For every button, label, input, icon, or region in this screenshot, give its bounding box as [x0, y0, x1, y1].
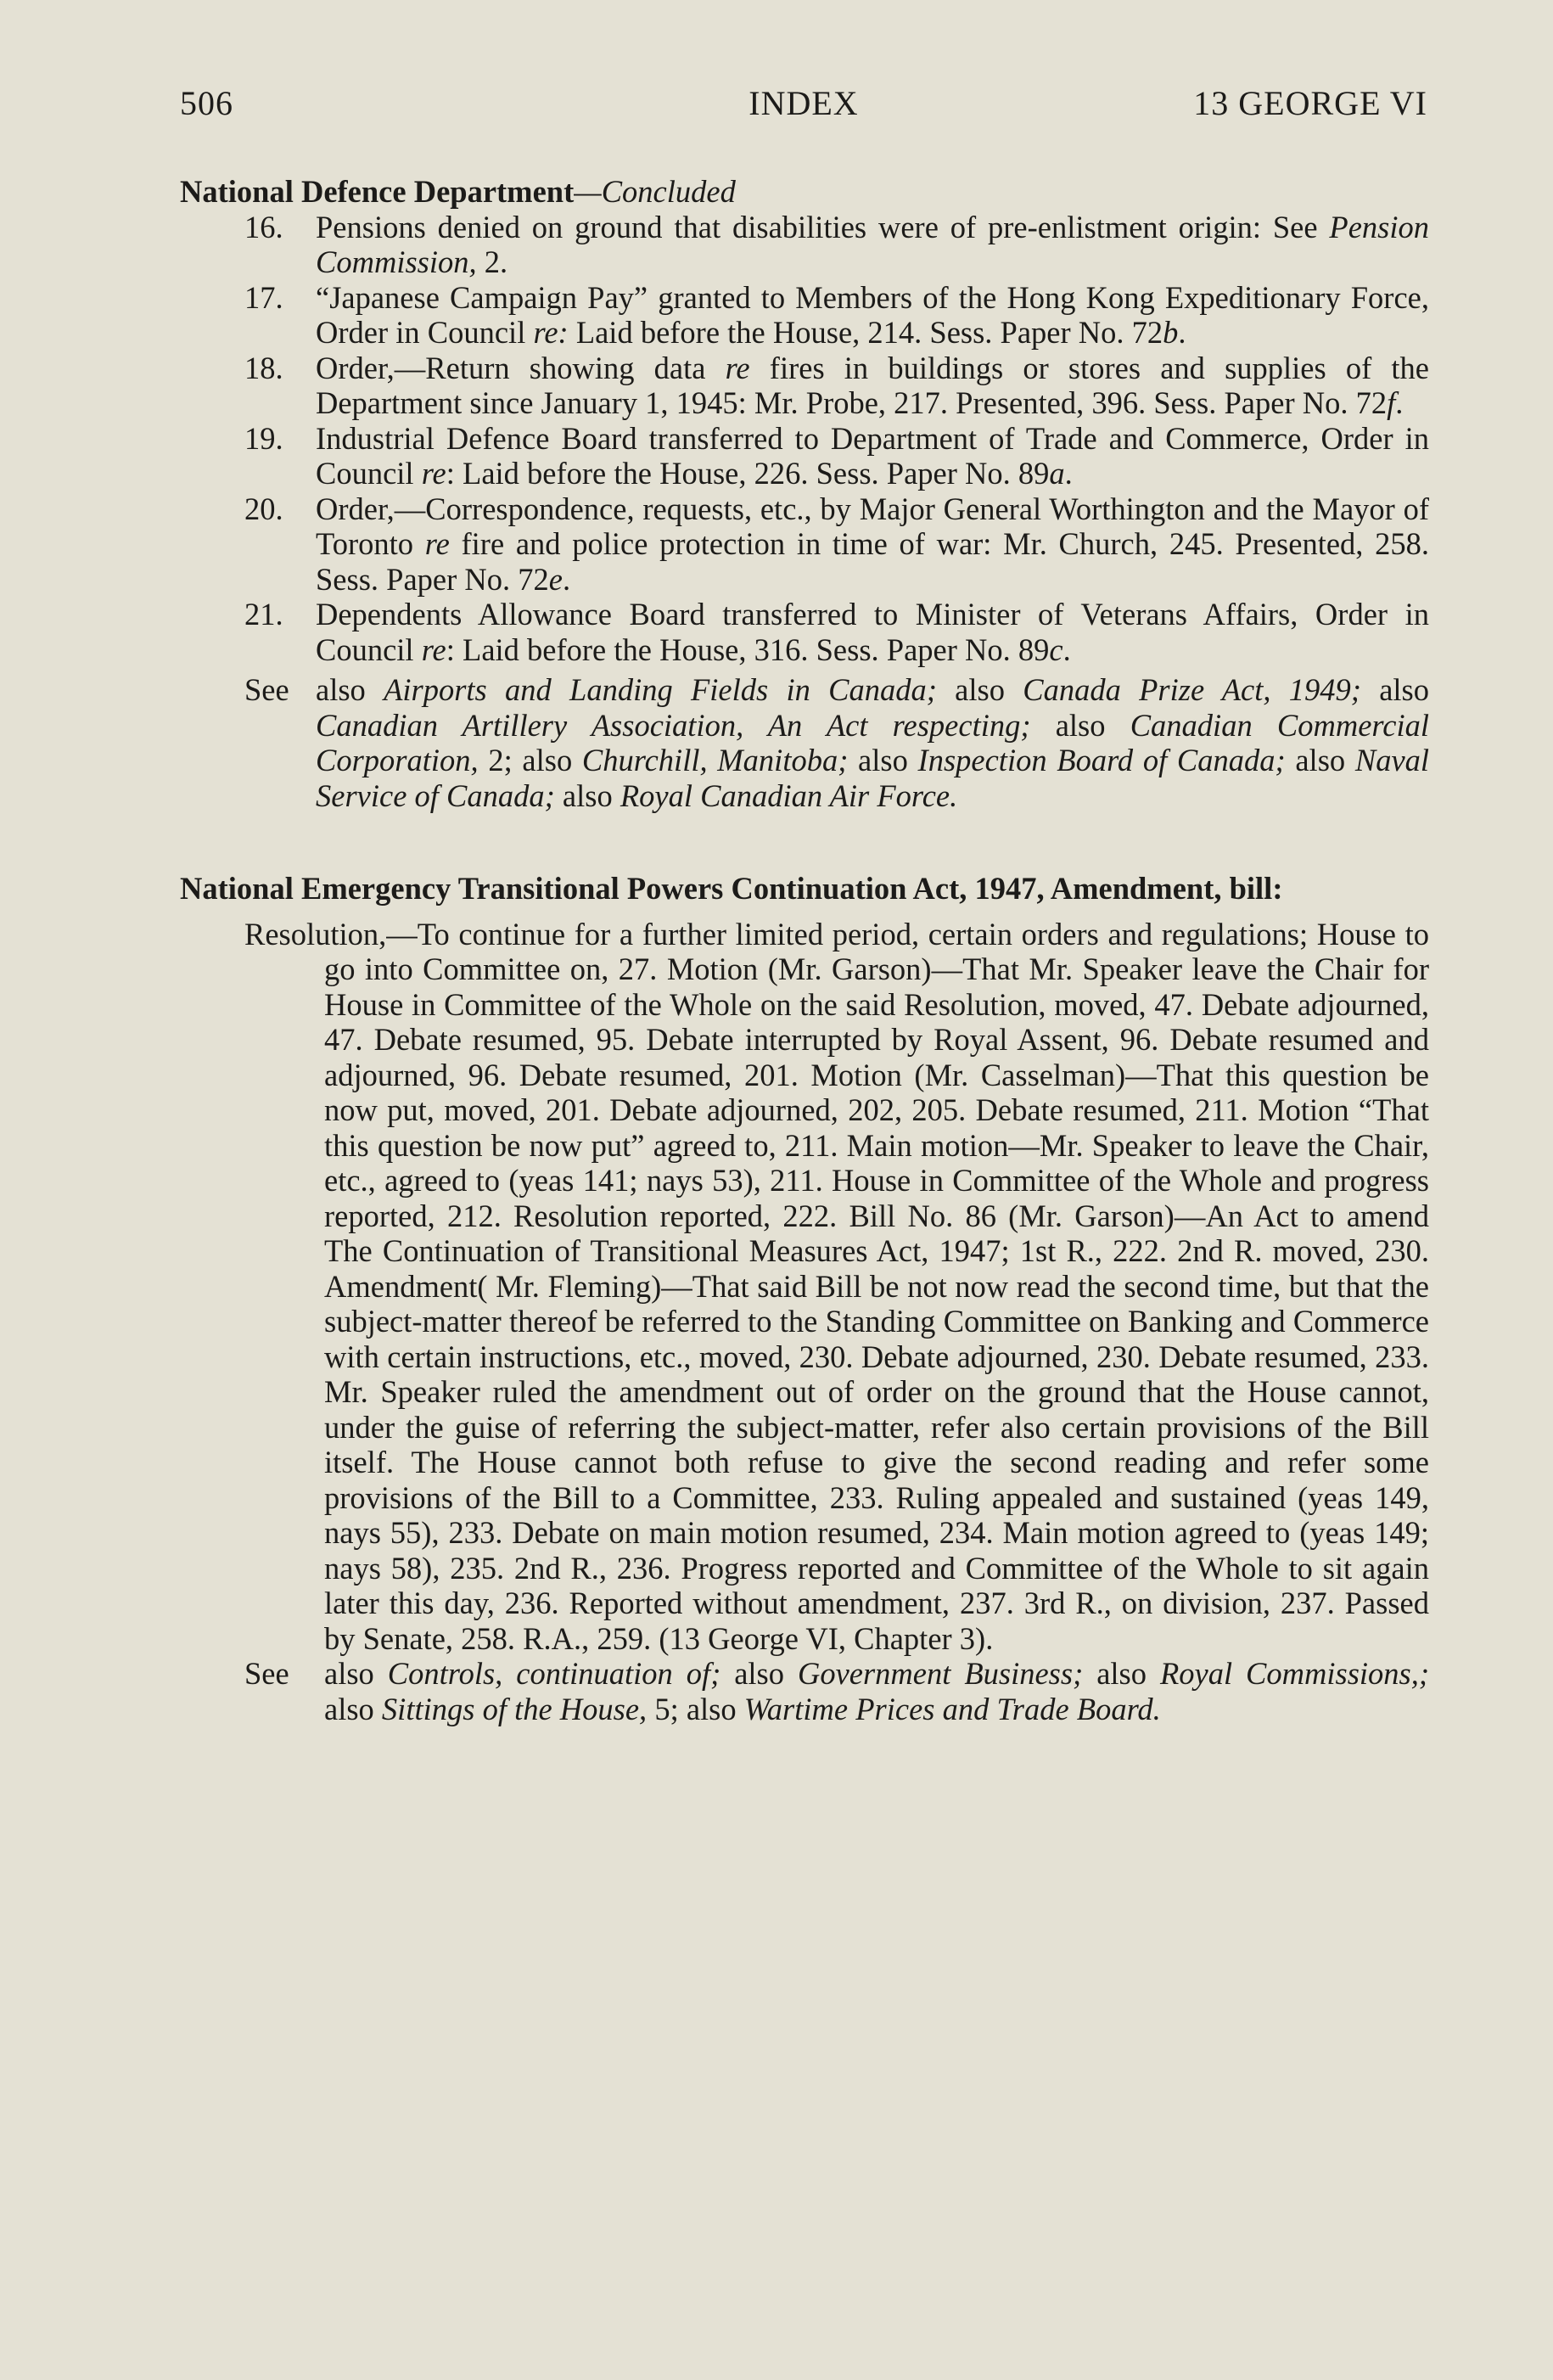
- index-entry: [180, 351, 1429, 421]
- also-word: also: [1083, 1656, 1160, 1691]
- see-also-block: [180, 672, 1429, 813]
- entry-text-tail: Laid before the House, 214. Sess. Paper No. 72: [568, 315, 1163, 350]
- paper-suffix: c: [1049, 631, 1063, 667]
- entry-text: Order,—Correspondence, requests, etc., by Major General Worthington and the Mayor of Toronto: [316, 491, 1429, 561]
- see-word: See: [244, 1656, 289, 1691]
- index-body: [180, 174, 1429, 1726]
- cross-reference: Sittings of the House,: [381, 1691, 648, 1726]
- entry-number: 18.: [244, 350, 283, 385]
- also-word: also: [1030, 707, 1130, 743]
- cross-reference: Canadian Artillery Association, An Act respecting;: [316, 707, 1031, 743]
- re-label: re:: [533, 315, 569, 350]
- cross-reference: Royal Canadian Air Force.: [620, 777, 958, 813]
- re-label: re: [421, 456, 446, 491]
- entry-end: .: [562, 561, 571, 597]
- entry-text-tail: fires in buildings or stores and supplies of the Department since January 1, 1945: Mr. Probe, 217. Presented, 396. Sess. Paper No. 72: [316, 350, 1429, 420]
- entry-end: .: [1178, 315, 1186, 350]
- entry-text: Order,—Return showing data: [316, 350, 726, 385]
- paper-suffix: e: [548, 561, 563, 597]
- entry-end: .: [1064, 456, 1073, 491]
- entry-text-tail: : Laid before the House, 316. Sess. Paper No. 89: [446, 631, 1050, 667]
- cross-reference: Naval Service of Canada;: [316, 743, 1430, 813]
- also-word: also: [848, 743, 918, 777]
- cross-reference: Canada Prize Act, 1949;: [1023, 672, 1361, 707]
- reference-number: 2; also: [478, 743, 582, 777]
- index-entry: [180, 491, 1429, 598]
- heading-suffix: —Concluded: [574, 174, 736, 209]
- index-entry: [180, 210, 1429, 280]
- page-number: 506: [180, 84, 233, 122]
- cross-reference: Canadian Commercial Corporation,: [316, 707, 1429, 777]
- reference-number: 5; also: [647, 1691, 744, 1726]
- entry-text: Industrial Defence Board transferred to Department of Trade and Commerce, Order in Council: [316, 420, 1429, 491]
- entry-number: 16.: [244, 209, 283, 244]
- paper-suffix: b: [1163, 315, 1179, 350]
- entry-text: Dependents Allowance Board transferred to Minister of Veterans Affairs, Order in Council: [316, 597, 1429, 667]
- cross-reference: Government Business;: [797, 1656, 1084, 1691]
- cross-reference: Controls, continuation of;: [387, 1656, 721, 1691]
- entry-number: 19.: [244, 420, 283, 456]
- section-heading: [180, 174, 1429, 210]
- see-word: See: [244, 672, 289, 707]
- entry-number: 20.: [244, 491, 283, 526]
- section-heading: National Emergency Transitional Powers Continuation Act, 1947, Amendment, bill:: [180, 871, 1283, 906]
- cross-reference: Wartime Prices and Trade Board.: [743, 1691, 1161, 1726]
- entry-end: .: [1062, 631, 1071, 667]
- volume-label: 13 GEORGE VI: [1193, 84, 1427, 122]
- entry-number: 17.: [244, 279, 283, 315]
- entry-text: Pensions denied on ground that disabilities were of pre-enlistment origin:: [316, 209, 1261, 244]
- also-word: also: [324, 1656, 388, 1691]
- also-word: also: [720, 1656, 798, 1691]
- running-head: [180, 81, 1427, 126]
- index-entry: [180, 280, 1429, 351]
- entry-text: “Japanese Campaign Pay” granted to Members of the Hong Kong Expeditionary Force, Order in Council: [316, 279, 1429, 350]
- resolution-entry: Resolution,—To continue for a further limited period, certain orders and regulations; House to go into Committee on, 27. Motion (Mr. Garson)—That Mr. Speaker leave the Chair for House in Committee of the Whole on the said Resolution, moved, 47. Debate adjourned, 47. Debate resumed, 95. Debate interrupted by Royal Assent, 96. Debate resumed and adjourned, 96. Debate resumed, 201. Motion (Mr. Casselman)—That this question be now put, moved, 201. Debate adjourned, 202, 205. Debate resumed, 211. Motion “That this question be now put” agreed to, 211. Main motion—Mr. Speaker to leave the Chair, etc., agreed to (yeas 141; nays 53), 211. House in Committee of the Whole and progress reported, 212. Resolution reported, 222. Bill No. 86 (Mr. Garson)—An Act to amend The Continuation of Transitional Measures Act, 1947; 1st R., 222. 2nd R. moved, 230. Amendment( Mr. Fleming)—That said Bill be not now read the second time, but that the subject-matter thereof be referred to the Standing Committee on Banking and Commerce with certain instructions, etc., moved, 230. Debate adjourned, 230. Debate resumed, 233. Mr. Speaker ruled the amendment out of order on the ground that the House cannot, under the guise of referring the subject-matter, refer also certain provisions of the Bill itself. The House cannot both refuse to give the second reading and refer some provisions of the Bill to a Committee, 233. Ruling appealed and sustained (yeas 149, nays 55), 233. Debate on main motion resumed, 234. Main motion agreed to (yeas 149; nays 58), 235. 2nd R., 236. Progress reported and Committee of the Whole to sit again later this day, 236. Reported without amendment, 237. 3rd R., on division, 237. Passed by Senate, 258. R.A., 259. (13 George VI, Chapter 3).: [244, 916, 1429, 1656]
- entry-number: 21.: [244, 597, 283, 631]
- entry-end: .: [1395, 385, 1404, 420]
- page-title: INDEX: [748, 84, 859, 122]
- entry-text-tail: fire and police protection in time of war: Mr. Church, 245. Presented, 258. Sess. Paper No. 72: [316, 526, 1430, 597]
- cross-reference: Pension Commission,: [316, 209, 1430, 279]
- cross-reference: Inspection Board of Canada;: [917, 743, 1286, 777]
- re-label: re: [424, 526, 450, 561]
- paper-suffix: a: [1049, 456, 1065, 491]
- cross-reference: Airports and Landing Fields in Canada;: [384, 672, 937, 707]
- cross-reference: Royal Commissions,;: [1159, 1656, 1430, 1691]
- see-word: See: [1272, 209, 1318, 244]
- see-also-block: [180, 1656, 1429, 1726]
- re-label: re: [725, 350, 750, 385]
- also-word: also: [936, 672, 1023, 707]
- paper-suffix: f: [1387, 385, 1396, 420]
- entry-text-tail: : Laid before the House, 226. Sess. Paper No. 89: [446, 456, 1050, 491]
- entry-text-tail: 2.: [476, 244, 508, 279]
- index-entry: [180, 421, 1429, 491]
- also-word: also: [324, 1691, 382, 1726]
- also-word: also: [554, 777, 620, 813]
- index-entry: [180, 597, 1429, 667]
- also-word: also: [1360, 672, 1429, 707]
- re-label: re: [421, 631, 446, 667]
- also-word: also: [316, 672, 384, 707]
- cross-reference: Churchill, Manitoba;: [581, 743, 849, 777]
- heading-text: National Defence Department: [180, 174, 575, 209]
- also-word: also: [1285, 743, 1355, 777]
